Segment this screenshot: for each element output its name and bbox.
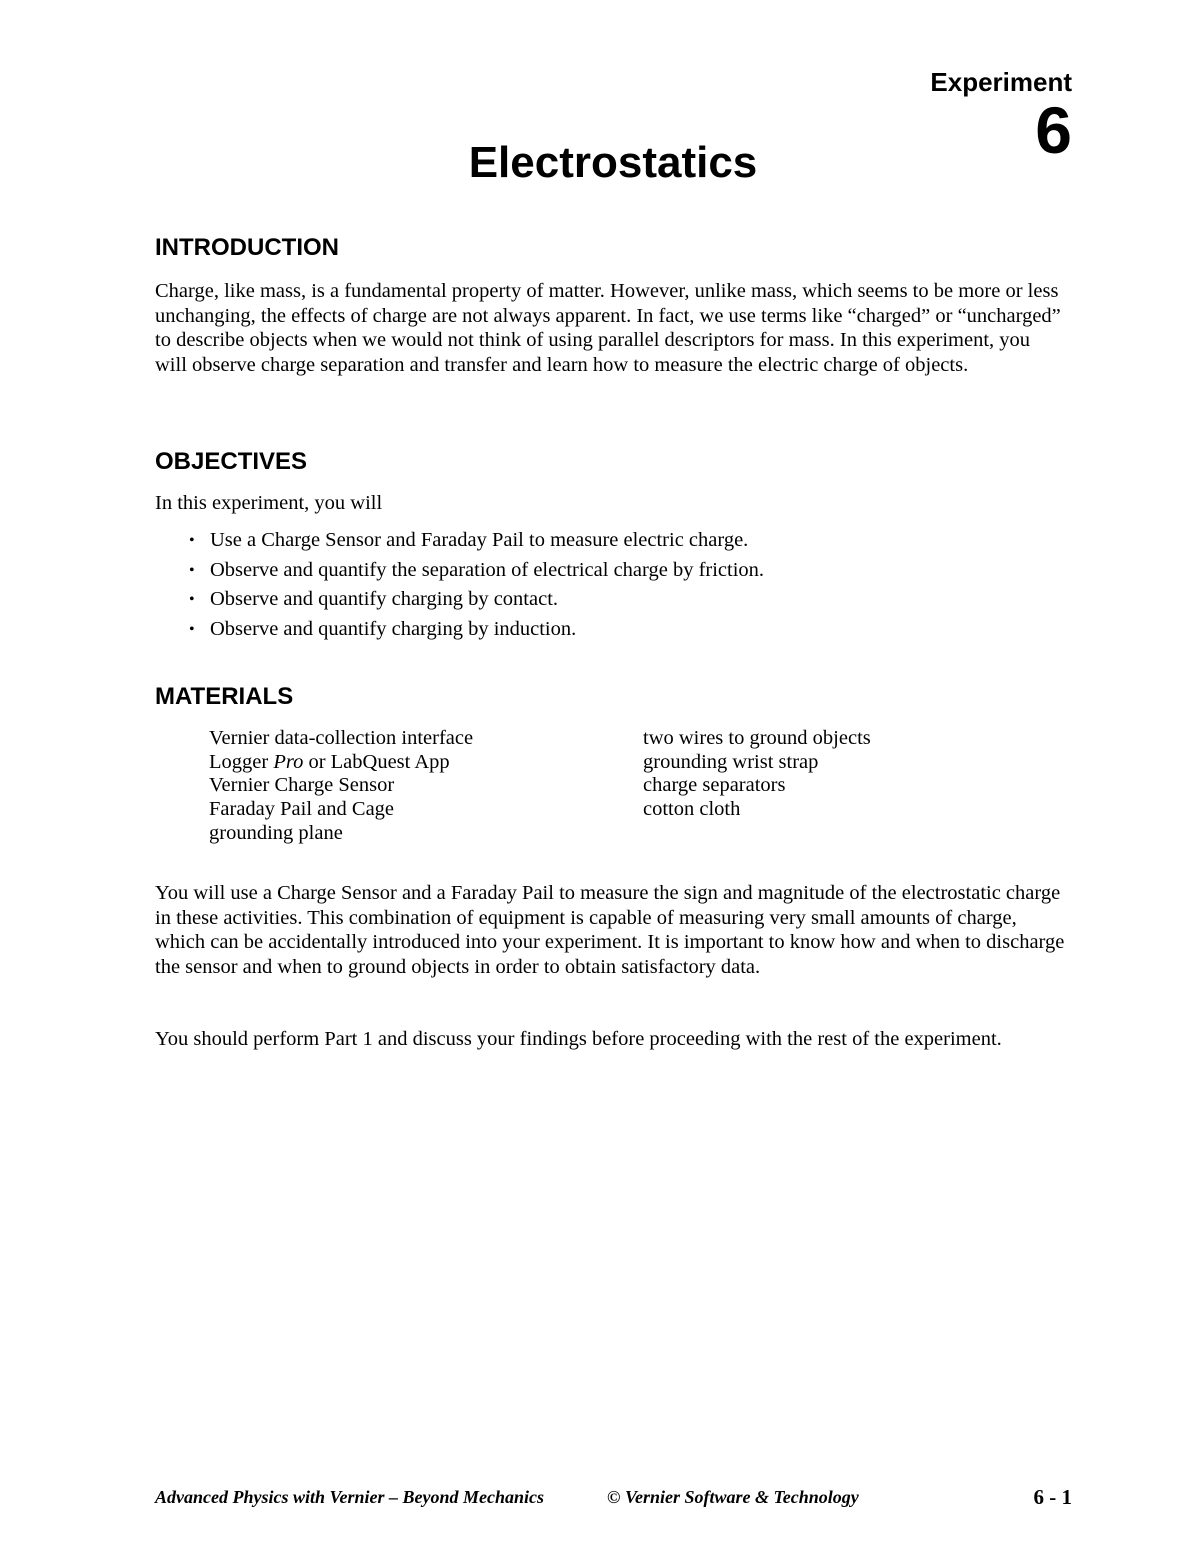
material-item: grounding plane (209, 821, 343, 844)
objective-text: Observe and quantify the separation of electrical charge by friction. (210, 558, 765, 581)
materials-list-left (209, 727, 473, 846)
bullet-icon: • (189, 591, 195, 608)
objectives-lead: In this experiment, you will (155, 492, 383, 514)
introduction-heading: INTRODUCTION (155, 234, 339, 261)
material-logger: Logger (209, 750, 269, 773)
list-item (155, 526, 764, 556)
bullet-icon: • (189, 532, 195, 549)
material-item: Vernier Charge Sensor (209, 774, 395, 797)
material-item (209, 751, 473, 775)
objectives-heading: OBJECTIVES (155, 448, 308, 475)
introduction-text: Charge, like mass, is a fundamental property of matter. However, unlike mass, which seems to be more or less unchanging, the effects of charge are not always apparent. In fact, we use terms like “charged” or “uncharged” to describe objects when we would not think of using parallel descriptors for mass. In this experiment, you will observe charge separation and transfer and learn how to measure the electric charge of objects. (155, 280, 1061, 376)
materials-heading: MATERIALS (155, 683, 294, 710)
body-paragraph: You will use a Charge Sensor and a Faraday Pail to measure the sign and magnitude of the electrostatic charge in these activities. This combination of equipment is capable of measuring very small amounts of charge, which can be accidentally introduced into your experiment. It is important to know how and when to discharge the sensor and when to ground objects in order to obtain satisfactory data. (155, 882, 1065, 978)
experiment-number: 6 (1035, 93, 1072, 167)
footer-copyright: © Vernier Software & Technology (607, 1487, 859, 1507)
footer-book-title: Advanced Physics with Vernier – Beyond Mechanics (155, 1487, 545, 1507)
material-item: two wires to ground objects (643, 727, 871, 749)
material-item: Vernier data-collection interface (209, 727, 474, 749)
bullet-icon: • (189, 620, 195, 638)
list-item (155, 585, 764, 615)
materials-list-right (643, 727, 871, 822)
bullet-icon: • (189, 561, 195, 579)
page-title: Electrostatics (468, 138, 758, 187)
material-logger-pro: Pro (273, 750, 304, 773)
experiment-label: Experiment (930, 67, 1072, 97)
body-paragraph: You should perform Part 1 and discuss your findings before proceeding with the rest of the experiment. (155, 1028, 1002, 1050)
objective-text: Observe and quantify charging by contact. (210, 588, 559, 610)
footer-page-number: 6 - 1 (1033, 1485, 1072, 1509)
material-item: charge separators (643, 774, 786, 797)
list-item (155, 615, 764, 645)
objective-text: Use a Charge Sensor and Faraday Pail to measure electric charge. (210, 529, 749, 551)
material-item: cotton cloth (643, 798, 741, 821)
material-item: grounding wrist strap (643, 750, 819, 773)
material-item: Faraday Pail and Cage (209, 798, 395, 821)
material-logger-rest: or LabQuest App (303, 750, 450, 773)
objective-text: Observe and quantify charging by induction. (210, 617, 577, 640)
objectives-list (155, 526, 764, 644)
list-item (155, 556, 764, 586)
